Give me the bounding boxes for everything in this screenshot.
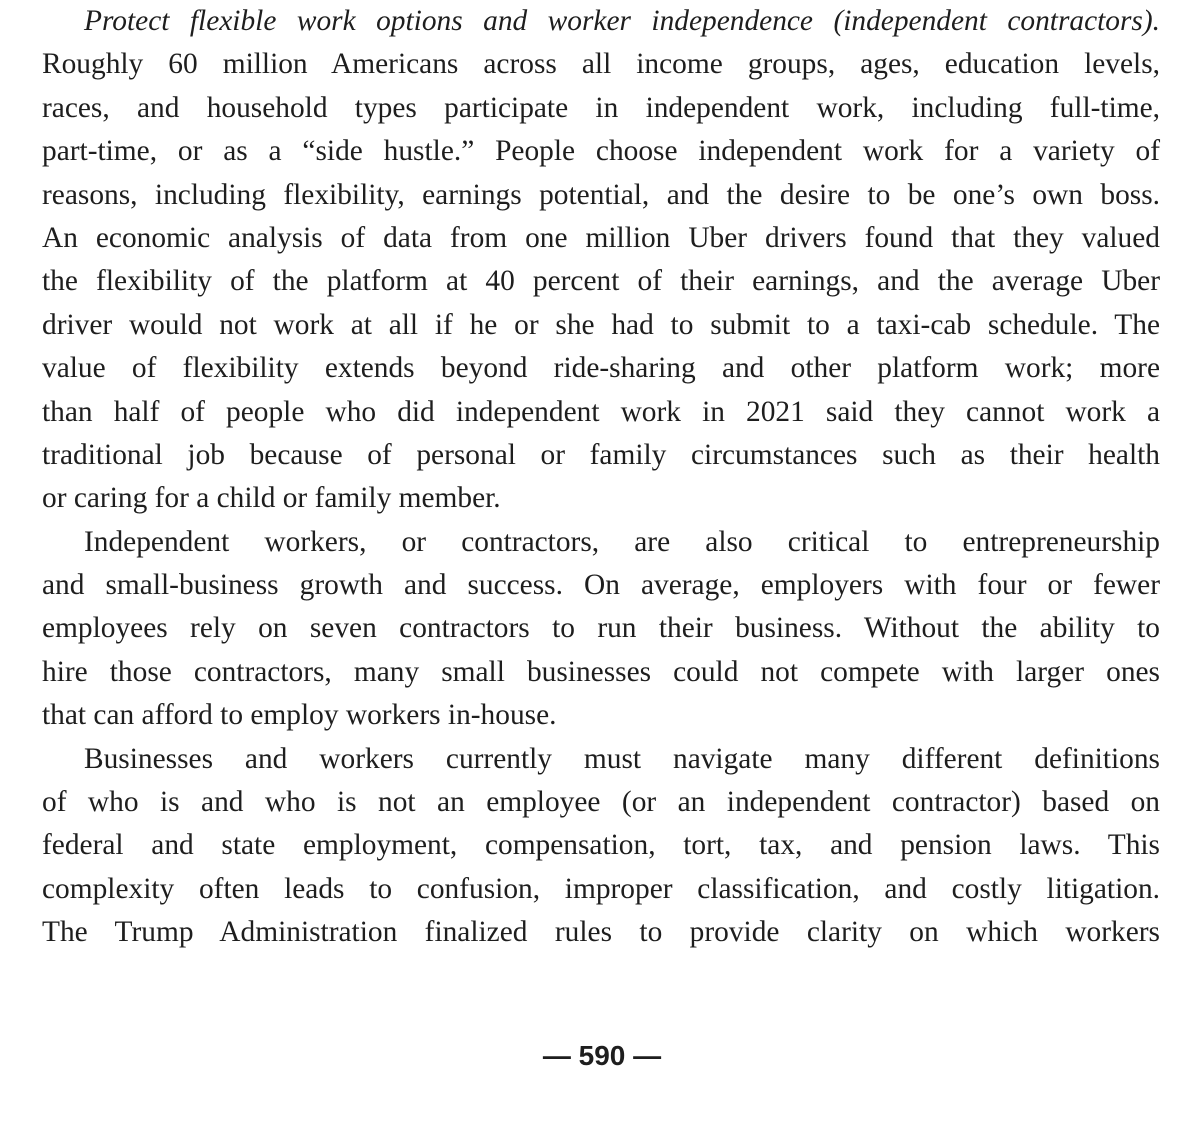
text-line: Businesses and workers currently must navigate many different definitions (84, 742, 1160, 775)
text-line: Independent workers, or contractors, are also critical to entrepreneurship (84, 525, 1160, 558)
text-line: hire those contractors, many small businesses could not compete with larger ones (42, 655, 1160, 688)
text-line: and small-business growth and success. On average, employers with four or fewer (42, 569, 1160, 602)
text-line: that can afford to employ workers in-house. (42, 699, 557, 732)
section-heading: Protect flexible work options and worker independence (independent contractors). (84, 5, 1160, 37)
text-line: The Trump Administration finalized rules to provide clarity on which workers (42, 916, 1160, 949)
text-line: employees rely on seven contractors to run their business. Without the ability to (42, 612, 1160, 645)
text-line: reasons, including flexibility, earnings potential, and the desire to be one’s own boss. (42, 178, 1160, 211)
page-number: — 590 — (542, 1040, 662, 1071)
paragraph-1 (42, 43, 1160, 520)
paragraph-3 (42, 738, 1160, 955)
text-line: value of flexibility extends beyond ride-sharing and other platform work; more (42, 352, 1160, 385)
paragraph-2 (42, 521, 1160, 738)
text-line: traditional job because of personal or family circumstances such as their health (42, 438, 1160, 471)
text-line: Roughly 60 million Americans across all income groups, ages, education levels, (42, 48, 1160, 81)
text-line: federal and state employment, compensation, tort, tax, and pension laws. This (42, 829, 1160, 862)
text-line: complexity often leads to confusion, improper classification, and costly litigation. (42, 872, 1160, 905)
text-line: of who is and who is not an employee (or an independent contractor) based on (42, 786, 1160, 819)
document-page (42, 0, 1160, 955)
text-line: part-time, or as a “side hustle.” People choose independent work for a variety of (42, 135, 1160, 168)
text-line: or caring for a child or family member. (42, 482, 501, 515)
text-line: driver would not work at all if he or she had to submit to a taxi-cab schedule. The (42, 308, 1160, 341)
text-line: An economic analysis of data from one million Uber drivers found that they valued (42, 221, 1160, 254)
text-line: the flexibility of the platform at 40 percent of their earnings, and the average Uber (42, 265, 1160, 298)
text-line: than half of people who did independent work in 2021 said they cannot work a (42, 395, 1160, 428)
text-line: races, and household types participate in independent work, including full-time, (42, 91, 1160, 124)
